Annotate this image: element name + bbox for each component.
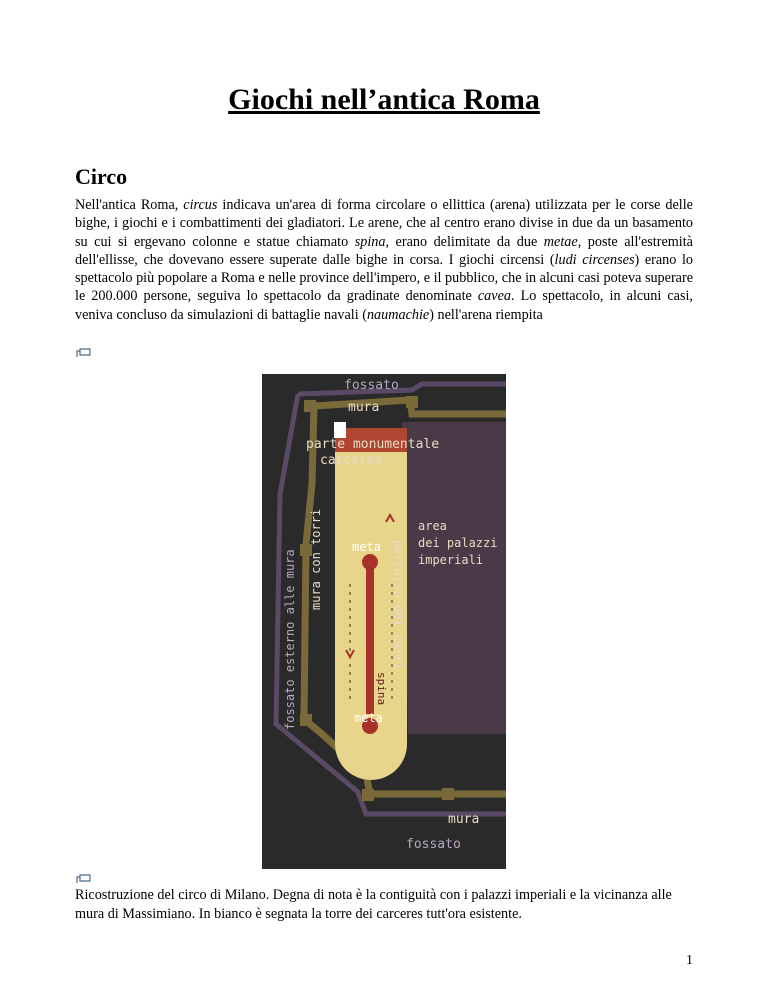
text-run: ) nell'arena riempita <box>429 306 543 323</box>
text-run: Nell'antica Roma, <box>75 197 184 213</box>
italic-term: naumachie <box>366 306 430 323</box>
italic-term: ludi circenses <box>554 251 635 268</box>
text-run: . Lo spettacolo, in alcuni casi, veniva concluso da simulazioni di battaglie navali ( <box>75 288 693 323</box>
map-label-fossato-bottom: fossato <box>406 837 461 852</box>
map-label-parte-monumentale: parte monumentale <box>306 437 440 452</box>
map-label-spina: spina <box>375 672 388 706</box>
map-label-meta-bottom: meta <box>354 711 383 725</box>
section-heading: Circo <box>75 164 128 189</box>
body-paragraph <box>75 196 693 324</box>
map-label-imperiali: imperiali <box>418 553 484 567</box>
italic-term: spina <box>354 233 386 250</box>
circus-map-figure <box>262 374 506 869</box>
page-number: 1 <box>686 953 693 968</box>
carceres-tower <box>334 422 346 438</box>
meta-top <box>362 554 378 570</box>
italic-term: circus <box>183 197 218 213</box>
text-run: , erano delimitate da due <box>385 233 544 250</box>
map-label-mura-bottom: mura <box>448 812 480 827</box>
map-label-fossato-esterno: fossato esterno alle mura <box>283 549 297 730</box>
map-label-area: area <box>418 519 447 533</box>
italic-term: metae <box>543 233 578 250</box>
spina <box>366 564 374 714</box>
text-run: indicava un'area di forma circolare o ellittica (arena) utilizzata per le corse delle bighe, i giochi e i combattimenti dei gladiatori. Le arene, che al centro erano divise in due da un basamento su cui si ergevano colonne e statue chiamato <box>75 197 693 250</box>
map-label-mura-con-torri: mura con torri <box>309 508 323 610</box>
page-title: Giochi nell’antica Roma <box>228 83 540 116</box>
anchor-icon <box>75 873 93 885</box>
figure-caption: Ricostruzione del circo di Milano. Degna di nota è la contiguità con i palazzi imperiali e la vicinanza alle mura di Massimiano. In bianco è segnata la torre dei carceres tutt'ora esistente. <box>75 887 672 922</box>
palace-area <box>402 422 506 734</box>
map-label-mura-top: mura <box>348 400 380 415</box>
anchor-icon <box>75 347 93 359</box>
map-label-dei-palazzi: dei palazzi <box>418 536 498 550</box>
map-label-fossato-top: fossato <box>344 378 399 393</box>
map-label-percorso: percorso dei carri <box>391 540 405 671</box>
italic-term: cavea <box>477 288 511 305</box>
map-label-meta-top: meta <box>352 540 381 554</box>
text-run: , poste all'estremità dell'ellisse, che dovevano essere superate dalle bighe in corsa. I giochi circensi ( <box>75 233 693 268</box>
text-run: ) erano lo spettacolo più popolare a Roma e nelle province dell'impero, e il pubblico, che in alcuni casi poteva superare le 200.000 persone, seguiva lo spettacolo da gradinate denominate <box>75 251 693 305</box>
map-label-carceres: carceres <box>320 453 383 468</box>
